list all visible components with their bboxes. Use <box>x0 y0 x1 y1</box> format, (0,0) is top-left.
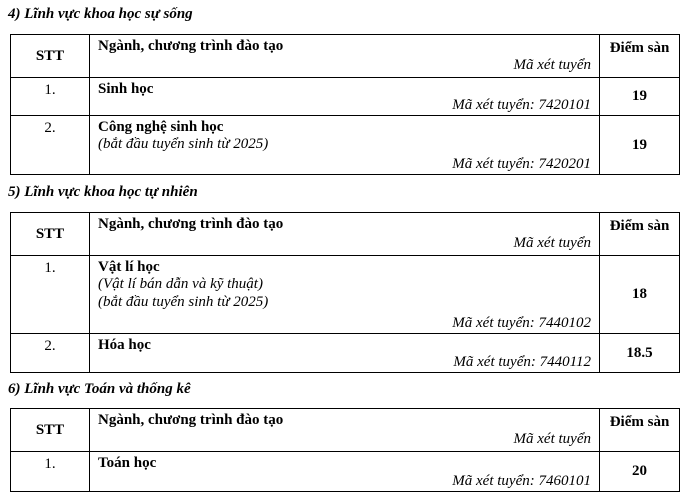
column-header-program-label: Ngành, chương trình đào tạo <box>98 412 284 428</box>
row-program <box>90 116 600 175</box>
column-header-code-label: Mã xét tuyển <box>513 57 591 73</box>
column-header-stt: STT <box>11 35 90 78</box>
program-name: Công nghệ sinh học <box>98 119 224 135</box>
table-header-row <box>11 35 680 78</box>
program-note: (Vật lí bán dẫn và kỹ thuật) <box>98 276 263 292</box>
row-score: 18.5 <box>600 334 680 373</box>
column-header-code-label: Mã xét tuyển <box>513 235 591 251</box>
table-header-row <box>11 213 680 256</box>
table-row <box>11 452 680 492</box>
column-header-score: Điểm sàn <box>600 409 680 452</box>
column-header-score: Điểm sàn <box>600 35 680 78</box>
program-code: Mã xét tuyển: 7440112 <box>453 354 591 370</box>
table-row <box>11 256 680 334</box>
program-table <box>10 34 680 175</box>
table-row <box>11 78 680 116</box>
column-header-program <box>90 213 600 256</box>
column-header-score: Điểm sàn <box>600 213 680 256</box>
table-header-row <box>11 409 680 452</box>
row-score: 19 <box>600 116 680 175</box>
program-name: Toán học <box>98 455 157 471</box>
row-score: 20 <box>600 452 680 492</box>
program-code: Mã xét tuyển: 7460101 <box>452 473 591 489</box>
column-header-program <box>90 409 600 452</box>
program-table <box>10 212 680 373</box>
column-header-program-label: Ngành, chương trình đào tạo <box>98 38 284 54</box>
section-heading: 6) Lĩnh vực Toán và thống kê <box>8 381 191 397</box>
row-program <box>90 78 600 116</box>
program-name: Vật lí học <box>98 259 160 275</box>
row-program <box>90 256 600 334</box>
row-stt: 2. <box>11 116 90 175</box>
row-stt: 1. <box>11 452 90 492</box>
table-row <box>11 116 680 175</box>
row-stt: 1. <box>11 78 90 116</box>
column-header-program <box>90 35 600 78</box>
program-table <box>10 408 680 492</box>
table-row <box>11 334 680 373</box>
row-stt: 2. <box>11 334 90 373</box>
program-code: Mã xét tuyển: 7420201 <box>452 156 591 172</box>
row-program <box>90 452 600 492</box>
program-name: Sinh học <box>98 81 154 97</box>
column-header-code-label: Mã xét tuyển <box>513 431 591 447</box>
section-heading: 5) Lĩnh vực khoa học tự nhiên <box>8 184 198 200</box>
row-program <box>90 334 600 373</box>
section-heading: 4) Lĩnh vực khoa học sự sống <box>8 6 193 22</box>
row-stt: 1. <box>11 256 90 334</box>
column-header-program-label: Ngành, chương trình đào tạo <box>98 216 284 232</box>
column-header-stt: STT <box>11 409 90 452</box>
program-code: Mã xét tuyển: 7420101 <box>452 97 591 113</box>
program-name: Hóa học <box>98 337 151 353</box>
row-score: 18 <box>600 256 680 334</box>
column-header-stt: STT <box>11 213 90 256</box>
row-score: 19 <box>600 78 680 116</box>
program-code: Mã xét tuyển: 7440102 <box>452 315 591 331</box>
program-note: (bắt đầu tuyển sinh từ 2025) <box>98 136 269 152</box>
program-note: (bắt đầu tuyển sinh từ 2025) <box>98 294 269 310</box>
